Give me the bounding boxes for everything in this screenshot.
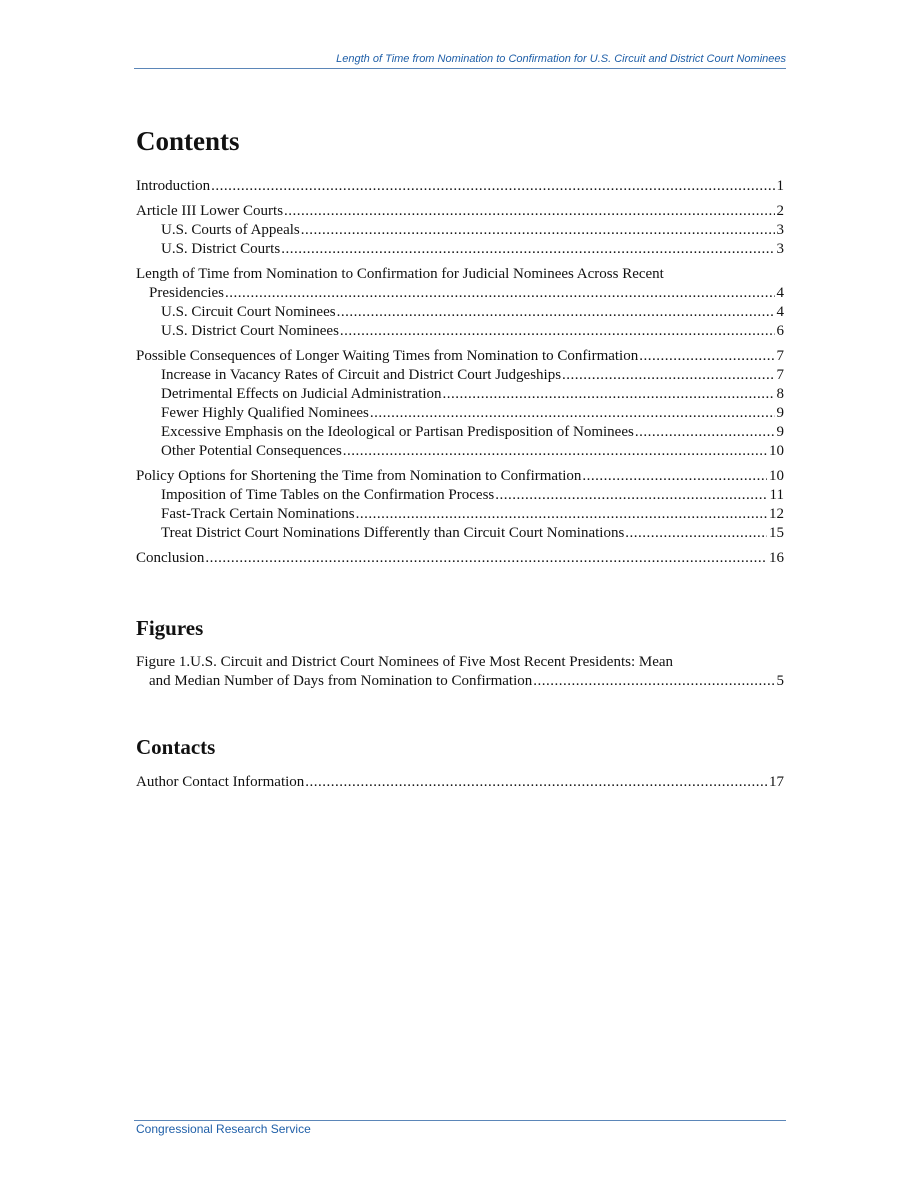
toc-page-number: 12 bbox=[769, 506, 784, 522]
toc-leader-dots bbox=[582, 467, 767, 486]
toc-leader-dots bbox=[211, 177, 774, 196]
toc-page-number: 7 bbox=[776, 348, 784, 364]
toc-entry-text-line1: Length of Time from Nomination to Confirmation for Judicial Nominees Across Recent bbox=[136, 266, 664, 282]
toc-leader-dots bbox=[305, 773, 767, 792]
footer-publisher: Congressional Research Service bbox=[136, 1122, 311, 1136]
toc-entry-text: U.S. Courts of Appeals bbox=[161, 222, 300, 238]
toc-entry-policy-options[interactable] bbox=[136, 467, 784, 486]
contents-toc bbox=[136, 177, 784, 568]
toc-page-number: 16 bbox=[769, 550, 784, 566]
toc-entry-text: Possible Consequences of Longer Waiting Times from Nomination to Confirmation bbox=[136, 348, 639, 364]
toc-entry-courts-of-appeals[interactable] bbox=[136, 221, 784, 240]
toc-entry-detrimental-effects[interactable] bbox=[136, 385, 784, 404]
toc-leader-dots bbox=[443, 385, 775, 404]
toc-entry-author-contact[interactable] bbox=[136, 773, 784, 792]
toc-entry-text-line1: Figure 1.U.S. Circuit and District Court Nominees of Five Most Recent Presidents: Mean bbox=[136, 654, 674, 670]
toc-leader-dots bbox=[639, 347, 774, 366]
toc-leader-dots bbox=[562, 366, 774, 385]
running-header: Length of Time from Nomination to Confirmation for U.S. Circuit and District Court Nominees bbox=[336, 53, 786, 65]
toc-page-number: 10 bbox=[769, 443, 784, 459]
toc-page-number: 4 bbox=[776, 304, 784, 320]
toc-entry-possible-consequences[interactable] bbox=[136, 347, 784, 366]
toc-leader-dots bbox=[533, 672, 774, 691]
toc-leader-dots bbox=[625, 524, 767, 543]
toc-entry-circuit-court-nominees[interactable] bbox=[136, 303, 784, 322]
toc-entry-treat-district-differently[interactable] bbox=[136, 524, 784, 543]
toc-page-number: 15 bbox=[769, 525, 784, 541]
toc-entry-text: Fewer Highly Qualified Nominees bbox=[161, 405, 369, 421]
footer-rule bbox=[134, 1120, 786, 1121]
toc-entry-text-line2: and Median Number of Days from Nomination to Confirmation bbox=[149, 673, 533, 689]
toc-leader-dots bbox=[205, 549, 767, 568]
toc-leader-dots bbox=[356, 505, 767, 524]
toc-entry-text: Author Contact Information bbox=[136, 774, 305, 790]
toc-entry-text: Imposition of Time Tables on the Confirmation Process bbox=[161, 487, 495, 503]
toc-entry-conclusion[interactable] bbox=[136, 549, 784, 568]
toc-entry-text: Excessive Emphasis on the Ideological or Partisan Predisposition of Nominees bbox=[161, 424, 634, 440]
toc-entry-text: U.S. District Courts bbox=[161, 241, 281, 257]
toc-page-number: 8 bbox=[776, 386, 784, 402]
toc-entry-text: Introduction bbox=[136, 178, 211, 194]
contacts-title: Contacts bbox=[136, 735, 216, 759]
toc-entry-text: Increase in Vacancy Rates of Circuit and District Court Judgeships bbox=[161, 367, 562, 383]
toc-page-number: 1 bbox=[776, 178, 784, 194]
toc-page-number: 3 bbox=[776, 222, 784, 238]
toc-entry-figure-1[interactable] bbox=[136, 653, 784, 691]
toc-page-number: 17 bbox=[769, 774, 784, 790]
toc-entry-introduction[interactable] bbox=[136, 177, 784, 196]
toc-entry-excessive-emphasis[interactable] bbox=[136, 423, 784, 442]
toc-entry-fast-track[interactable] bbox=[136, 505, 784, 524]
toc-entry-text: Treat District Court Nominations Differently than Circuit Court Nominations bbox=[161, 525, 625, 541]
toc-leader-dots bbox=[284, 202, 774, 221]
contacts-toc bbox=[136, 773, 784, 792]
toc-leader-dots bbox=[343, 442, 767, 461]
toc-entry-text: Fast-Track Certain Nominations bbox=[161, 506, 355, 522]
toc-page-number: 5 bbox=[776, 673, 784, 689]
toc-leader-dots bbox=[495, 486, 767, 505]
toc-entry-district-court-nominees[interactable] bbox=[136, 322, 784, 341]
toc-leader-dots bbox=[281, 240, 774, 259]
toc-entry-length-of-time[interactable] bbox=[136, 265, 784, 303]
toc-entry-text: U.S. District Court Nominees bbox=[161, 323, 339, 339]
toc-page-number: 4 bbox=[776, 285, 784, 301]
toc-leader-dots bbox=[337, 303, 775, 322]
toc-page-number: 10 bbox=[769, 468, 784, 484]
toc-entry-text: Policy Options for Shortening the Time from Nomination to Confirmation bbox=[136, 468, 582, 484]
toc-entry-text: U.S. Circuit Court Nominees bbox=[161, 304, 336, 320]
toc-entry-text-line2: Presidencies bbox=[149, 285, 224, 301]
toc-entry-time-tables[interactable] bbox=[136, 486, 784, 505]
toc-page-number: 3 bbox=[776, 241, 784, 257]
toc-page-number: 9 bbox=[776, 405, 784, 421]
toc-entry-text: Other Potential Consequences bbox=[161, 443, 342, 459]
toc-leader-dots bbox=[635, 423, 775, 442]
toc-page-number: 11 bbox=[769, 487, 784, 503]
toc-leader-dots bbox=[225, 284, 775, 303]
toc-page-number: 9 bbox=[776, 424, 784, 440]
toc-entry-text: Detrimental Effects on Judicial Administration bbox=[161, 386, 442, 402]
toc-leader-dots bbox=[301, 221, 775, 240]
toc-entry-text: Article III Lower Courts bbox=[136, 203, 284, 219]
toc-entry-fewer-qualified[interactable] bbox=[136, 404, 784, 423]
contents-title: Contents bbox=[136, 126, 240, 156]
toc-leader-dots bbox=[340, 322, 775, 341]
toc-entry-other-consequences[interactable] bbox=[136, 442, 784, 461]
toc-page-number: 2 bbox=[776, 203, 784, 219]
toc-entry-article-iii-lower-courts[interactable] bbox=[136, 202, 784, 221]
toc-entry-vacancy-rates[interactable] bbox=[136, 366, 784, 385]
figures-toc bbox=[136, 653, 784, 691]
toc-entry-text: Conclusion bbox=[136, 550, 205, 566]
header-rule bbox=[134, 68, 786, 69]
toc-leader-dots bbox=[370, 404, 775, 423]
toc-page-number: 7 bbox=[776, 367, 784, 383]
toc-page-number: 6 bbox=[776, 323, 784, 339]
figures-title: Figures bbox=[136, 616, 204, 640]
toc-entry-district-courts[interactable] bbox=[136, 240, 784, 259]
